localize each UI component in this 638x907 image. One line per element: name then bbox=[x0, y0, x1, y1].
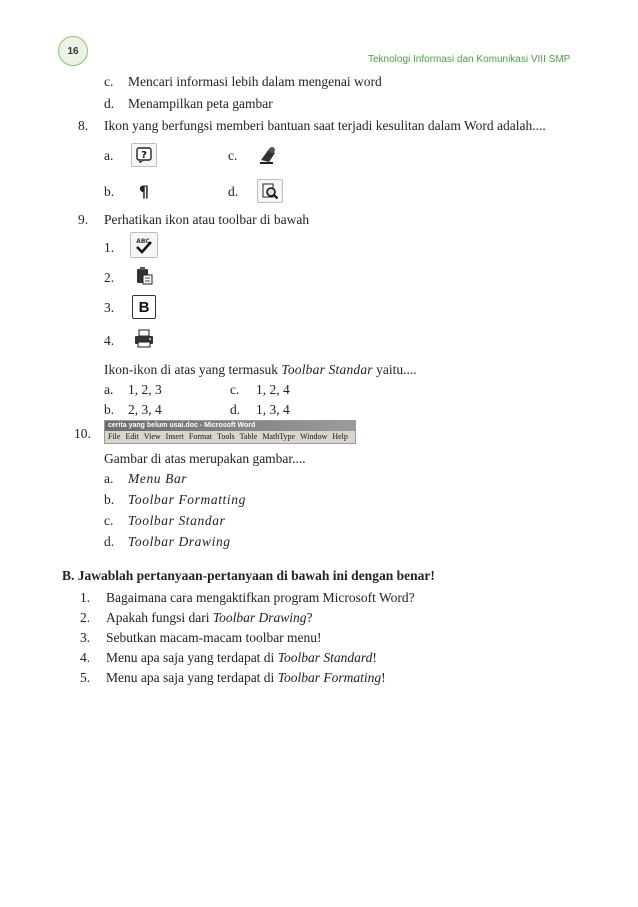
page-number: 16 bbox=[58, 36, 88, 66]
q7-option-c-text: Mencari informasi lebih dalam mengenai word bbox=[128, 74, 382, 89]
q7-option-c-letter: c. bbox=[104, 74, 114, 89]
menu-item-table: Table bbox=[239, 432, 258, 441]
paperclip-assistant-icon bbox=[255, 143, 281, 167]
section-b-heading: B. Jawablah pertanyaan-pertanyaan di bawah ini dengan benar! bbox=[62, 568, 435, 583]
q9-option-a-text: 1, 2, 3 bbox=[128, 382, 162, 397]
q9-question bbox=[104, 362, 417, 378]
b-q2-prefix: Apakah fungsi dari bbox=[106, 610, 210, 625]
b-q5-text bbox=[106, 670, 386, 686]
q9-item-3-number: 3. bbox=[104, 300, 115, 315]
b-q3-text: Sebutkan macam-macam toolbar menu! bbox=[106, 630, 322, 645]
q7-option-d-text: Menampilkan peta gambar bbox=[128, 96, 273, 111]
menu-item-view: View bbox=[143, 432, 161, 441]
b-q2-number: 2. bbox=[80, 610, 91, 625]
q9-option-b-text: 2, 3, 4 bbox=[128, 402, 162, 417]
q9-option-a-letter: a. bbox=[104, 382, 114, 397]
svg-text:¶: ¶ bbox=[138, 182, 150, 200]
menu-item-insert: Insert bbox=[165, 432, 184, 441]
b-q4-prefix: Menu apa saja yang terdapat di bbox=[106, 650, 275, 665]
b-q4-suffix: ! bbox=[372, 650, 377, 665]
bold-icon-glyph: B bbox=[138, 298, 150, 316]
q8-option-b-letter: b. bbox=[104, 184, 115, 199]
b-q5-suffix: ! bbox=[381, 670, 386, 685]
q10-option-a-letter: a. bbox=[104, 471, 114, 486]
menu-item-help: Help bbox=[332, 432, 348, 441]
word-window-title: cerita yang belum usai.doc - Microsoft Word bbox=[105, 421, 355, 431]
q10-option-a-text: Menu Bar bbox=[128, 471, 188, 486]
svg-text:ABC: ABC bbox=[136, 238, 150, 245]
b-q1-number: 1. bbox=[80, 590, 91, 605]
b-q2-text bbox=[106, 610, 313, 626]
q10-option-c-letter: c. bbox=[104, 513, 114, 528]
menu-item-edit: Edit bbox=[125, 432, 139, 441]
b-q4-text bbox=[106, 650, 377, 666]
q10-option-b-text: Toolbar Formatting bbox=[128, 492, 246, 507]
q9-question-suffix: yaitu.... bbox=[376, 362, 417, 377]
q10-text: Gambar di atas merupakan gambar.... bbox=[104, 451, 306, 466]
menu-item-file: File bbox=[108, 432, 121, 441]
q7-option-d-letter: d. bbox=[104, 96, 115, 111]
b-q5-number: 5. bbox=[80, 670, 91, 685]
q9-question-prefix: Ikon-ikon di atas yang termasuk bbox=[104, 362, 278, 377]
b-q5-prefix: Menu apa saja yang terdapat di bbox=[106, 670, 275, 685]
q9-question-italic: Toolbar Standar bbox=[281, 362, 373, 377]
b-q4-number: 4. bbox=[80, 650, 91, 665]
q10-number: 10. bbox=[74, 426, 91, 441]
b-q2-italic: Toolbar Drawing bbox=[212, 610, 307, 625]
help-question-icon bbox=[131, 143, 157, 167]
q9-option-b-letter: b. bbox=[104, 402, 115, 417]
word-menu-items bbox=[105, 431, 355, 443]
q8-text: Ikon yang berfungsi memberi bantuan saat terjadi kesulitan dalam Word adalah.... bbox=[104, 118, 546, 133]
q9-option-d-letter: d. bbox=[230, 402, 241, 417]
paste-icon bbox=[130, 262, 158, 288]
q10-option-d-letter: d. bbox=[104, 534, 115, 549]
q10-option-c-text: Toolbar Standar bbox=[128, 513, 226, 528]
q9-item-1-number: 1. bbox=[104, 240, 115, 255]
printer-icon bbox=[130, 325, 158, 351]
menu-item-format: Format bbox=[188, 432, 212, 441]
svg-text:?: ? bbox=[141, 150, 147, 161]
b-q5-italic: Toolbar Formating bbox=[277, 670, 382, 685]
q9-option-c-text: 1, 2, 4 bbox=[256, 382, 290, 397]
menu-item-window: Window bbox=[300, 432, 328, 441]
print-preview-icon bbox=[257, 179, 283, 203]
menu-item-tools: Tools bbox=[216, 432, 235, 441]
q9-number: 9. bbox=[78, 212, 89, 227]
q8-number: 8. bbox=[78, 118, 89, 133]
menu-item-mathtype: MathType bbox=[262, 432, 296, 441]
word-menubar-screenshot bbox=[104, 420, 356, 444]
b-q2-suffix: ? bbox=[306, 610, 313, 625]
q8-option-d-letter: d. bbox=[228, 184, 239, 199]
q9-option-c-letter: c. bbox=[230, 382, 240, 397]
q9-item-2-number: 2. bbox=[104, 270, 115, 285]
q8-option-c-letter: c. bbox=[228, 148, 238, 163]
header-title: Teknologi Informasi dan Komunikasi VIII SMP bbox=[368, 54, 571, 65]
q10-option-b-letter: b. bbox=[104, 492, 115, 507]
bold-icon bbox=[132, 295, 156, 319]
q9-item-4-number: 4. bbox=[104, 333, 115, 348]
pilcrow-icon bbox=[131, 179, 157, 203]
b-q1-text: Bagaimana cara mengaktifkan program Microsoft Word? bbox=[106, 590, 415, 605]
q10-option-d-text: Toolbar Drawing bbox=[128, 534, 231, 549]
spelling-check-icon bbox=[130, 232, 158, 258]
q9-text: Perhatikan ikon atau toolbar di bawah bbox=[104, 212, 310, 227]
q8-option-a-letter: a. bbox=[104, 148, 114, 163]
q9-option-d-text: 1, 3, 4 bbox=[256, 402, 290, 417]
b-q3-number: 3. bbox=[80, 630, 91, 645]
b-q4-italic: Toolbar Standard bbox=[277, 650, 373, 665]
